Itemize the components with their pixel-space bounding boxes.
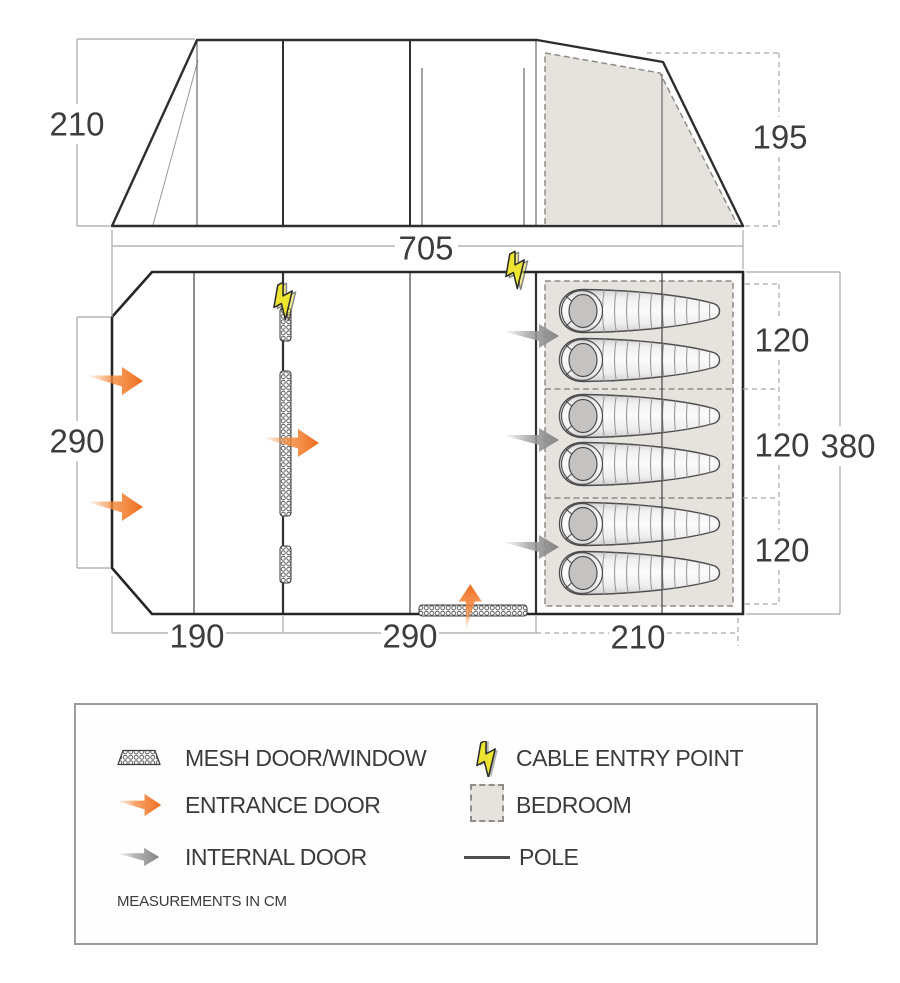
entrance-door-arrow-icon [86,367,143,395]
legend-entrance-label: ENTRANCE DOOR [185,792,381,818]
elevation-wall-lines [283,40,410,226]
dim-side-height-label: 210 [49,105,105,143]
entrance-door-arrow-icon [86,493,143,521]
legend-pole-label: POLE [519,844,579,870]
legend-pole-icon [464,856,510,859]
dim-zone-3-label: 210 [610,618,666,656]
dim-berth-1-label: 120 [754,321,810,359]
elevation-bedroom-area [545,53,737,224]
side-elevation [112,40,743,226]
legend-entrance-icon [116,793,162,817]
measurements-note: MEASUREMENTS IN CM [117,893,287,910]
dim-berth-3-label: 120 [754,531,810,569]
legend-box [74,703,818,945]
dimension-labels [49,106,875,656]
mesh-panel-icon [280,546,291,583]
dim-zone-1-label: 190 [169,617,225,655]
floor-plan [86,248,743,631]
legend-internal-icon [116,845,160,869]
legend-cable-icon [472,741,502,777]
legend-bedroom-icon [470,784,504,822]
legend-bedroom-label: BEDROOM [516,792,632,818]
mesh-panels [280,308,527,616]
dim-bedroom-peak-label: 195 [752,118,808,156]
legend-mesh-label: MESH DOOR/WINDOW [185,745,427,771]
dim-zone-2-label: 290 [382,617,438,655]
dim-total-depth-label: 380 [820,427,876,465]
legend-internal-label: INTERNAL DOOR [185,844,367,870]
legend-mesh-icon [117,749,161,766]
dim-berth-2-label: 120 [754,426,810,464]
dim-porch-depth-label: 290 [49,422,105,460]
legend-cable-label: CABLE ENTRY POINT [516,745,744,771]
dim-total-width-label: 705 [398,229,454,267]
